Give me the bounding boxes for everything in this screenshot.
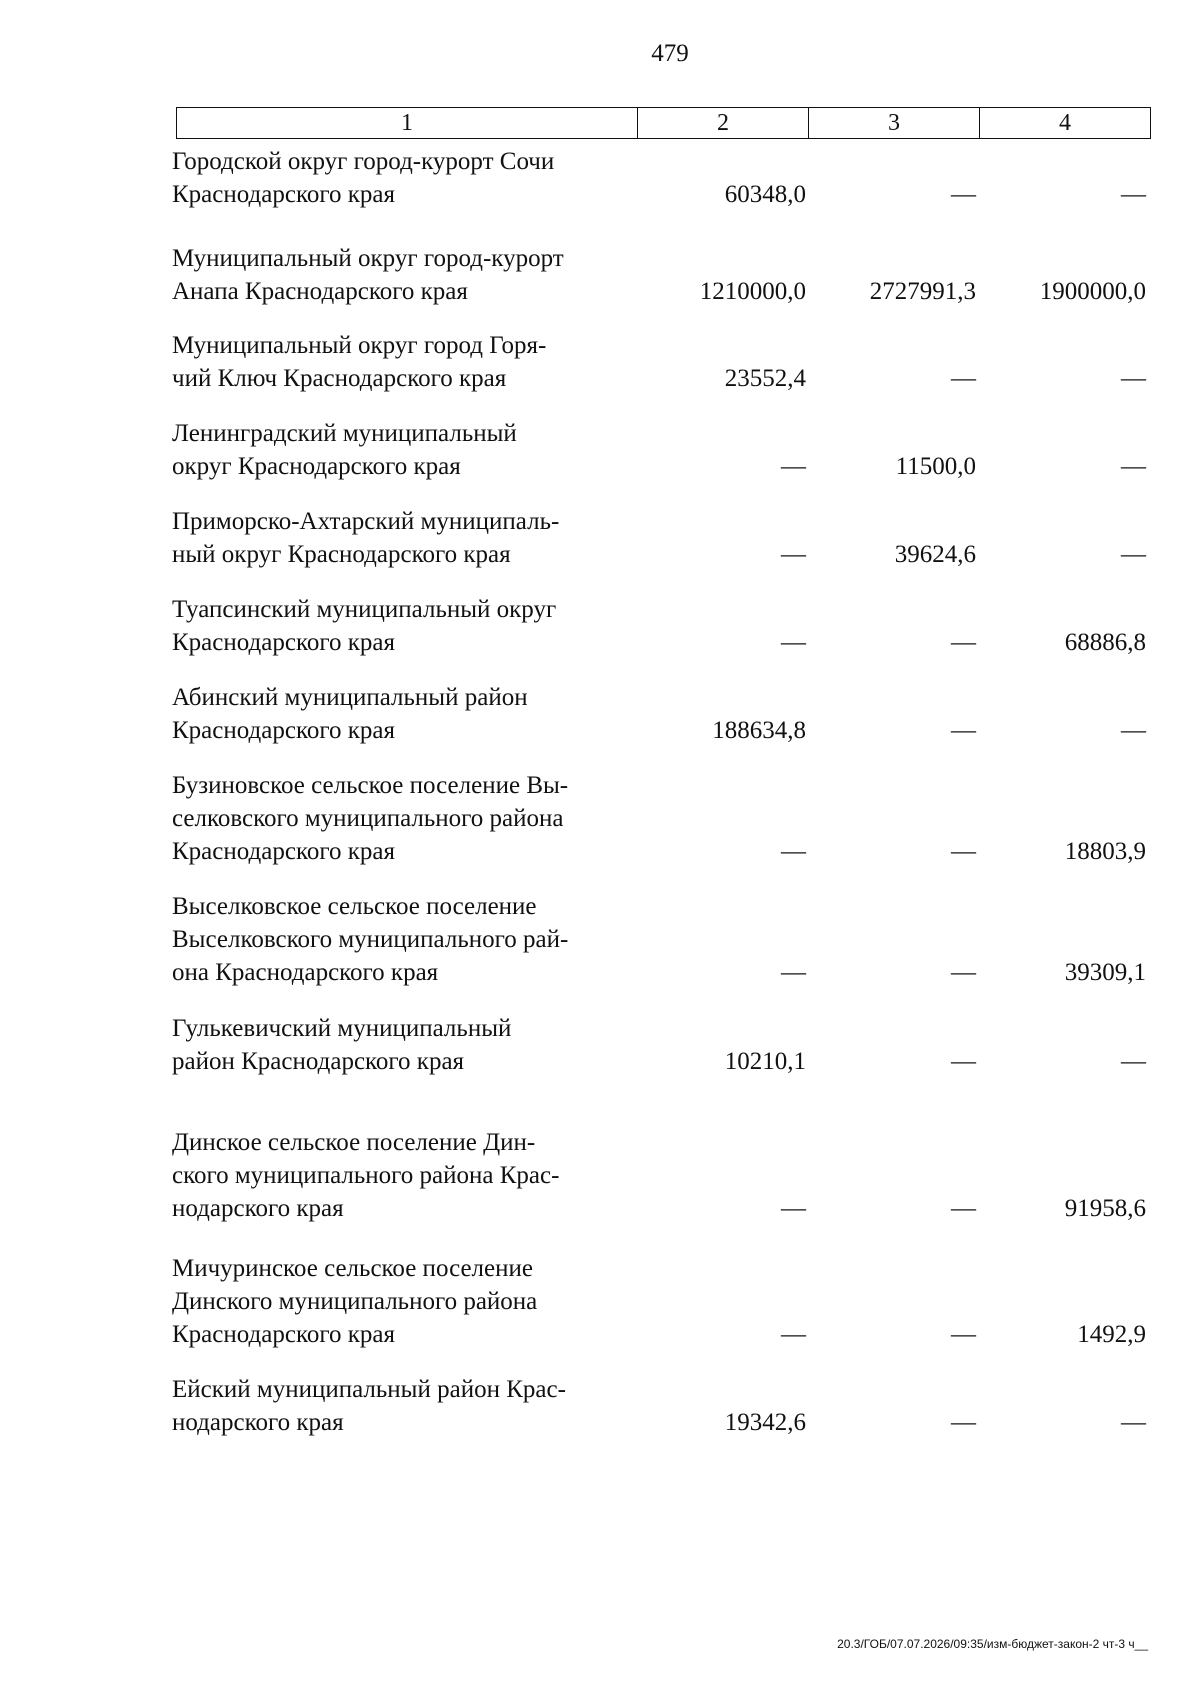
row-value-c2: — [781, 453, 806, 480]
row-value-c3: — [951, 1409, 976, 1436]
page-number: 479 [651, 40, 689, 67]
row-value-c2: 1210000,0 [699, 278, 806, 305]
row-value-c2: 188634,8 [712, 717, 806, 744]
row-value-c3: 11500,0 [895, 453, 976, 480]
row-municipality-name [172, 1373, 642, 1439]
row-value-c4: 1900000,0 [1039, 278, 1146, 305]
row-value-c2: — [781, 629, 806, 656]
row-value-c2: — [781, 1321, 806, 1348]
row-value-c3: — [951, 1321, 976, 1348]
row-value-c3: — [951, 717, 976, 744]
row-value-c4: 91958,6 [1064, 1195, 1146, 1222]
row-value-c2: 23552,4 [724, 365, 806, 392]
row-name-line: Муниципальный округ город-курорт [172, 245, 564, 272]
row-name-line: она Краснодарского края [172, 959, 439, 986]
row-name-line: нодарского края [172, 1195, 344, 1222]
row-name-line: Краснодарского края [172, 629, 395, 656]
row-value-c3: — [951, 1048, 976, 1075]
row-municipality-name [172, 1126, 642, 1225]
row-name-line: Динского муниципального района [172, 1288, 538, 1315]
row-name-line: Краснодарского края [172, 717, 395, 744]
row-value-c2: — [781, 838, 806, 865]
row-name-line: Динское сельское поселение Дин- [172, 1129, 536, 1156]
row-municipality-name [172, 593, 642, 659]
row-municipality-name [172, 1012, 642, 1078]
row-value-c4: — [1121, 181, 1146, 208]
row-municipality-name [172, 681, 642, 747]
row-value-c4: 18803,9 [1064, 838, 1146, 865]
row-name-line: Краснодарского края [172, 181, 395, 208]
row-value-c2: 60348,0 [724, 181, 806, 208]
row-name-line: Приморско-Ахтарский муниципаль- [172, 508, 560, 535]
row-value-c2: — [781, 1195, 806, 1222]
row-municipality-name [172, 505, 642, 571]
row-name-line: округ Краснодарского края [172, 453, 461, 480]
row-name-line: Туапсинский муниципальный округ [172, 596, 557, 623]
row-name-line: Бузиновское сельское поселение Вы- [172, 772, 569, 799]
row-name-line: чий Ключ Краснодарского края [172, 365, 507, 392]
row-value-c3: — [951, 959, 976, 986]
column-header-4: 4 [980, 108, 1151, 139]
footer-reference: 20.3/ГОБ/07.07.2026/09:35/изм-бюджет-закон-2 чт-3 ч__ [837, 1637, 1148, 1651]
column-header-2: 2 [638, 108, 809, 139]
row-name-line: ный округ Краснодарского края [172, 541, 511, 568]
row-municipality-name [172, 145, 642, 211]
row-value-c3: — [951, 629, 976, 656]
row-value-c3: — [951, 1195, 976, 1222]
row-municipality-name [172, 242, 642, 308]
row-value-c4: 1492,9 [1077, 1321, 1146, 1348]
row-value-c3: — [951, 838, 976, 865]
column-header-3: 3 [809, 108, 980, 139]
row-value-c3: 39624,6 [894, 541, 976, 568]
row-value-c4: — [1121, 541, 1146, 568]
column-header-table [176, 107, 1151, 139]
row-municipality-name [172, 417, 642, 483]
row-municipality-name [172, 1252, 642, 1351]
row-name-line: селковского муниципального района [172, 805, 564, 832]
column-header-1: 1 [177, 108, 638, 139]
row-name-line: Краснодарского края [172, 838, 395, 865]
row-name-line: нодарского края [172, 1409, 344, 1436]
row-municipality-name [172, 890, 642, 989]
row-value-c4: — [1121, 365, 1146, 392]
row-name-line: Ейский муниципальный район Крас- [172, 1376, 566, 1403]
row-name-line: Краснодарского края [172, 1321, 395, 1348]
row-name-line: Муниципальный округ город Горя- [172, 332, 547, 359]
row-value-c4: — [1121, 717, 1146, 744]
row-value-c4: 39309,1 [1064, 959, 1146, 986]
row-value-c4: — [1121, 453, 1146, 480]
row-name-line: Анапа Краснодарского края [172, 278, 468, 305]
row-value-c3: 2727991,3 [869, 278, 976, 305]
row-value-c2: — [781, 959, 806, 986]
row-name-line: район Краснодарского края [172, 1048, 465, 1075]
row-value-c4: 68886,8 [1064, 629, 1146, 656]
row-value-c2: 19342,6 [724, 1409, 806, 1436]
row-municipality-name [172, 329, 642, 395]
row-value-c4: — [1121, 1048, 1146, 1075]
row-value-c3: — [951, 365, 976, 392]
row-value-c3: — [951, 181, 976, 208]
row-value-c2: — [781, 541, 806, 568]
row-name-line: Мичуринское сельское поселение [172, 1255, 533, 1282]
row-name-line: Абинский муниципальный район [172, 684, 528, 711]
row-value-c2: 10210,1 [724, 1048, 806, 1075]
column-header-row [177, 108, 1151, 139]
row-name-line: Гулькевичский муниципальный [172, 1015, 512, 1042]
row-name-line: Выселковское сельское поселение [172, 893, 537, 920]
row-municipality-name [172, 769, 642, 868]
row-name-line: ского муниципального района Крас- [172, 1162, 560, 1189]
row-name-line: Городской округ город-курорт Сочи [172, 148, 555, 175]
row-name-line: Ленинградский муниципальный [172, 420, 517, 447]
row-name-line: Выселковского муниципального рай- [172, 926, 569, 953]
row-value-c4: — [1121, 1409, 1146, 1436]
